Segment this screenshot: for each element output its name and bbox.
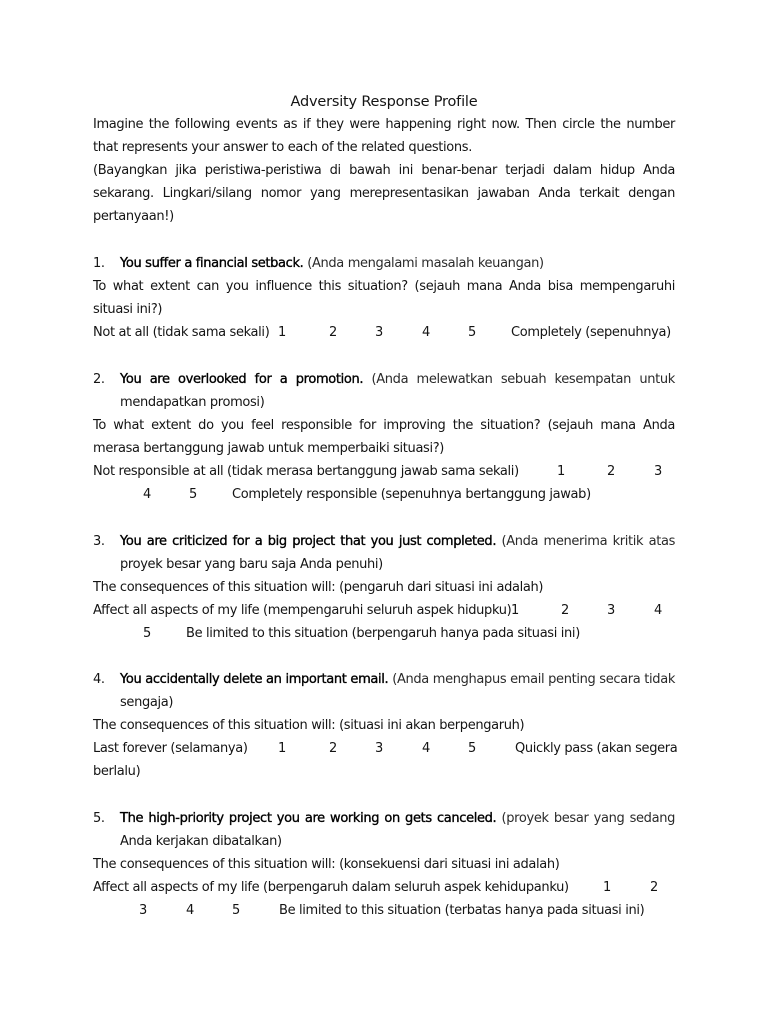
item-4-scale-option-3[interactable]: 3 <box>375 741 383 756</box>
item-4-scale-high-label-2: berlalu) <box>93 764 141 779</box>
item-4-scale-option-5[interactable]: 5 <box>468 741 476 756</box>
item-1-question-line-1: To what extent can you influence this situation? (sejauh mana Anda bisa mempengaruhi <box>93 279 675 294</box>
item-1-scale-option-4[interactable]: 4 <box>422 325 430 340</box>
intro-id-line-1: (Bayangkan jika peristiwa-peristiwa di bawah ini benar-benar terjadi dalam hidup Anda <box>93 163 675 178</box>
item-3-scale-option-2[interactable]: 2 <box>561 603 569 618</box>
item-1-scale-high-label: Completely (sepenuhnya) <box>511 325 671 340</box>
item-5-scale-option-1[interactable]: 1 <box>603 880 611 895</box>
item-5-question-line-1: The consequences of this situation will: (konsekuensi dari situasi ini adalah) <box>93 857 560 872</box>
item-1-scale-option-1[interactable]: 1 <box>278 325 286 340</box>
item-3-scale-option-3[interactable]: 3 <box>607 603 615 618</box>
item-3-event-translation-2: proyek besar yang baru saja Anda penuhi) <box>120 557 383 572</box>
item-1-event-line <box>120 254 675 274</box>
item-1-scale-option-3[interactable]: 3 <box>375 325 383 340</box>
item-3-scale-high-label: Be limited to this situation (berpengaruh hanya pada situasi ini) <box>186 626 580 641</box>
item-4-event: You accidentally delete an important email. <box>120 672 389 687</box>
item-2-question-line-2: merasa bertanggung jawab untuk memperbaiki situasi?) <box>93 441 445 456</box>
item-1-scale-low-label: Not at all (tidak sama sekali) <box>93 325 270 340</box>
item-2-scale-option-5[interactable]: 5 <box>189 487 197 502</box>
item-2-scale-option-1[interactable]: 1 <box>557 464 565 479</box>
item-5-number: 5. <box>93 811 105 826</box>
item-4-event-line <box>120 670 675 690</box>
item-2-event-line <box>120 370 675 390</box>
item-2-question-line-1: To what extent do you feel responsible for improving the situation? (sejauh mana Anda <box>93 418 675 433</box>
item-4-scale-option-1[interactable]: 1 <box>278 741 286 756</box>
item-4-scale-low-label: Last forever (selamanya) <box>93 741 248 756</box>
item-2-event: You are overlooked for a promotion. <box>120 372 364 387</box>
item-4-scale-option-4[interactable]: 4 <box>422 741 430 756</box>
item-5-scale-option-2[interactable]: 2 <box>650 880 658 895</box>
item-2-scale-option-4[interactable]: 4 <box>143 487 151 502</box>
item-3-event-line <box>120 532 675 552</box>
item-5-event-translation-2: Anda kerjakan dibatalkan) <box>120 834 282 849</box>
item-5-event: The high-priority project you are working on gets canceled. <box>120 811 497 826</box>
item-4-question-line-1: The consequences of this situation will: (situasi ini akan berpengaruh) <box>93 718 525 733</box>
item-4-scale-high-label: Quickly pass (akan segera <box>515 741 678 756</box>
intro-id-line-3: pertanyaan!) <box>93 209 174 224</box>
intro-en-line-1: Imagine the following events as if they were happening right now. Then circle the number <box>93 117 675 132</box>
intro-id-line-2: sekarang. Lingkari/silang nomor yang merepresentasikan jawaban Anda terkait dengan <box>93 186 675 201</box>
item-2-number: 2. <box>93 372 105 387</box>
page-title: Adversity Response Profile <box>290 94 478 110</box>
item-2-scale-option-3[interactable]: 3 <box>654 464 662 479</box>
item-1-question-line-2: situasi ini?) <box>93 302 163 317</box>
item-5-scale-option-5[interactable]: 5 <box>232 903 240 918</box>
item-4-scale-option-2[interactable]: 2 <box>329 741 337 756</box>
item-1-number: 1. <box>93 256 105 271</box>
item-1-event-translation: (Anda mengalami masalah keuangan) <box>307 256 544 271</box>
item-3-scale-option-1[interactable]: 1 <box>511 603 519 618</box>
item-2-scale-low-label: Not responsible at all (tidak merasa bertanggung jawab sama sekali) <box>93 464 519 479</box>
item-5-event-line <box>120 809 675 829</box>
item-1-scale-option-2[interactable]: 2 <box>329 325 337 340</box>
item-4-number: 4. <box>93 672 105 687</box>
item-3-scale-low-label: Affect all aspects of my life (mempengaruhi seluruh aspek hidupku) <box>93 603 512 618</box>
item-4-event-translation-2: sengaja) <box>120 695 174 710</box>
item-2-event-translation-1: (Anda melewatkan sebuah kesempatan untuk <box>371 372 675 387</box>
item-1-scale-option-5[interactable]: 5 <box>468 325 476 340</box>
intro-en-line-2: that represents your answer to each of the related questions. <box>93 140 472 155</box>
item-3-event: You are criticized for a big project that you just completed. <box>120 534 497 549</box>
item-2-event-translation-2: mendapatkan promosi) <box>120 395 265 410</box>
item-5-scale-high-label: Be limited to this situation (terbatas hanya pada situasi ini) <box>279 903 645 918</box>
item-3-scale-option-4[interactable]: 4 <box>654 603 662 618</box>
item-3-question-line-1: The consequences of this situation will: (pengaruh dari situasi ini adalah) <box>93 580 544 595</box>
item-3-event-translation-1: (Anda menerima kritik atas <box>501 534 675 549</box>
item-5-scale-low-label: Affect all aspects of my life (berpengaruh dalam seluruh aspek kehidupanku) <box>93 880 569 895</box>
item-5-scale-option-4[interactable]: 4 <box>186 903 194 918</box>
item-2-scale-high-label: Completely responsible (sepenuhnya bertanggung jawab) <box>232 487 591 502</box>
item-3-number: 3. <box>93 534 105 549</box>
item-2-scale-option-2[interactable]: 2 <box>607 464 615 479</box>
item-5-scale-option-3[interactable]: 3 <box>139 903 147 918</box>
item-4-event-translation-1: (Anda menghapus email penting secara tidak <box>392 672 675 687</box>
item-1-event: You suffer a financial setback. <box>120 256 304 271</box>
item-5-event-translation-1: (proyek besar yang sedang <box>501 811 675 826</box>
item-3-scale-option-5[interactable]: 5 <box>143 626 151 641</box>
